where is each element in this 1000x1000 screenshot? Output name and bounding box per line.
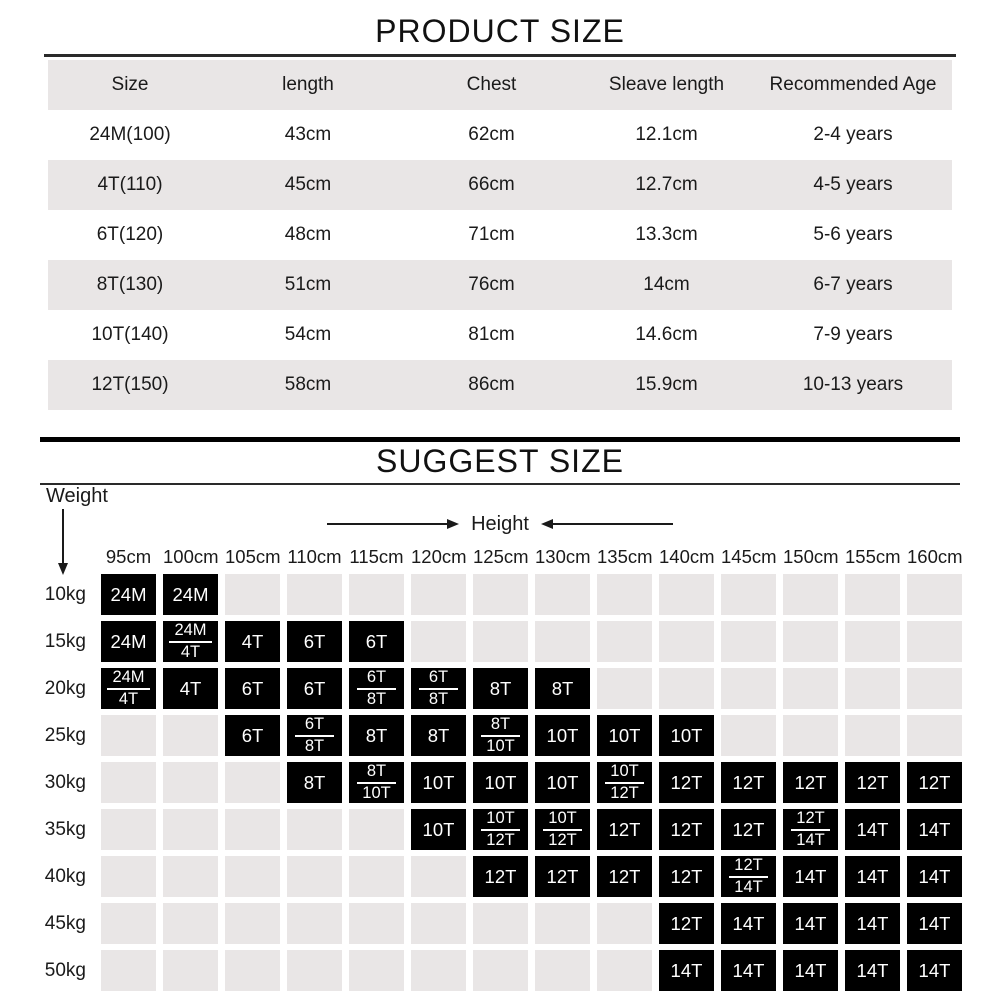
empty-cell <box>411 574 466 615</box>
table-cell: 12.7cm <box>579 160 754 210</box>
size-cell: 8T <box>535 668 590 709</box>
suggest-size-section <box>0 437 1000 991</box>
size-cell: 12T <box>597 856 652 897</box>
size-cell: 12T <box>721 809 776 850</box>
empty-cell <box>783 621 838 662</box>
empty-cell <box>597 621 652 662</box>
size-cell: 14T <box>845 903 900 944</box>
empty-cell <box>535 903 590 944</box>
size-cell: 24M <box>101 574 156 615</box>
size-cell: 4T <box>163 668 218 709</box>
table-cell: 12T(150) <box>48 360 212 410</box>
table-cell: 14cm <box>579 260 754 310</box>
size-cell <box>783 809 838 850</box>
empty-cell <box>473 950 528 991</box>
empty-cell <box>163 950 218 991</box>
empty-cell <box>163 903 218 944</box>
size-cell-bottom-value: 10T <box>486 737 515 755</box>
table-row <box>48 360 952 410</box>
size-cell: 14T <box>907 856 962 897</box>
size-cell: 12T <box>721 762 776 803</box>
table-row <box>48 210 952 260</box>
table-cell: 71cm <box>468 224 515 245</box>
empty-cell <box>163 856 218 897</box>
table-cell: 10T(140) <box>91 324 169 345</box>
size-cell <box>349 762 404 803</box>
product-size-section <box>0 0 1000 410</box>
size-cell: 12T <box>659 903 714 944</box>
height-column-header: 120cm <box>411 546 467 567</box>
empty-cell <box>783 668 838 709</box>
empty-cell <box>225 809 280 850</box>
size-cell-top-value: 12T <box>729 857 768 878</box>
empty-cell <box>163 715 218 756</box>
empty-cell <box>535 950 590 991</box>
empty-cell <box>225 903 280 944</box>
empty-cell <box>287 950 342 991</box>
empty-cell <box>411 903 466 944</box>
size-cell: 12T <box>597 809 652 850</box>
size-cell-top-value: 6T <box>357 669 396 690</box>
empty-cell <box>349 856 404 897</box>
empty-cell <box>287 574 342 615</box>
size-cell: 14T <box>907 809 962 850</box>
product-size-title: PRODUCT SIZE <box>375 13 625 49</box>
empty-cell <box>473 621 528 662</box>
table-cell: 4-5 years <box>754 160 952 210</box>
height-column-header: 110cm <box>287 546 342 567</box>
empty-cell <box>225 762 280 803</box>
empty-cell <box>535 574 590 615</box>
size-cell: 12T <box>783 762 838 803</box>
table-cell: 4T(110) <box>48 160 212 210</box>
size-cell: 10T <box>659 715 714 756</box>
size-cell: 10T <box>597 715 652 756</box>
size-cell: 12T <box>473 856 528 897</box>
size-cell-top-value: 10T <box>543 810 582 831</box>
table-row <box>48 110 952 160</box>
size-cell: 14T <box>783 856 838 897</box>
table-cell: 12.1cm <box>635 124 698 145</box>
table-cell: 13.3cm <box>635 224 698 245</box>
size-cell: 14T <box>659 950 714 991</box>
empty-cell <box>411 856 466 897</box>
size-cell-bottom-value: 8T <box>304 737 325 755</box>
weight-row-label: 25kg <box>44 725 86 746</box>
size-cell: 8T <box>287 762 342 803</box>
height-column-header: 135cm <box>597 546 653 567</box>
suggest-size-grid <box>44 544 1000 991</box>
size-cell <box>349 668 404 709</box>
size-cell: 14T <box>721 950 776 991</box>
weight-row-label: 50kg <box>44 960 86 981</box>
size-cell-bottom-value: 4T <box>118 690 139 708</box>
table-cell: 14.6cm <box>635 324 698 345</box>
size-cell: 14T <box>845 809 900 850</box>
size-cell: 8T <box>349 715 404 756</box>
size-cell: 10T <box>535 715 590 756</box>
height-axis <box>0 512 1000 536</box>
height-column-header: 150cm <box>783 546 839 567</box>
size-cell-top-value: 6T <box>295 716 334 737</box>
table-row <box>48 310 952 360</box>
size-cell: 14T <box>783 950 838 991</box>
size-cell: 10T <box>411 762 466 803</box>
table-cell: 76cm <box>404 260 579 310</box>
table-cell: 58cm <box>212 360 404 410</box>
height-column-header: 145cm <box>721 546 777 567</box>
size-cell: 14T <box>783 903 838 944</box>
table-row <box>48 260 952 310</box>
height-column-header: 155cm <box>845 546 901 567</box>
size-cell: 24M <box>163 574 218 615</box>
empty-cell <box>349 903 404 944</box>
size-cell-top-value: 8T <box>357 763 396 784</box>
weight-row-label: 30kg <box>44 772 86 793</box>
size-cell: 14T <box>845 856 900 897</box>
size-cell <box>473 715 528 756</box>
size-cell-top-value: 24M <box>107 669 149 690</box>
product-size-table <box>48 60 952 410</box>
height-axis-label: Height <box>471 512 529 535</box>
table-cell: 48cm <box>284 224 332 245</box>
size-cell: 6T <box>225 668 280 709</box>
arrow-right-icon <box>327 517 459 531</box>
size-cell: 24M <box>101 621 156 662</box>
size-cell <box>535 809 590 850</box>
empty-cell <box>225 856 280 897</box>
size-cell-bottom-value: 4T <box>180 643 201 661</box>
size-cell-bottom-value: 8T <box>428 690 449 708</box>
weight-axis-label: Weight <box>46 485 108 507</box>
empty-cell <box>225 574 280 615</box>
height-column-header: 140cm <box>659 546 715 567</box>
table-cell: 5-6 years <box>813 224 893 245</box>
empty-cell <box>845 668 900 709</box>
empty-cell <box>225 950 280 991</box>
size-cell: 6T <box>287 621 342 662</box>
empty-cell <box>659 574 714 615</box>
weight-row-label: 20kg <box>44 678 86 699</box>
size-cell: 14T <box>907 950 962 991</box>
table-cell: 86cm <box>404 360 579 410</box>
size-cell: 14T <box>845 950 900 991</box>
empty-cell <box>101 856 156 897</box>
height-column-header: 115cm <box>349 546 404 567</box>
table-cell: 10-13 years <box>754 360 952 410</box>
size-cell <box>163 621 218 662</box>
weight-row-label: 40kg <box>44 866 86 887</box>
table-cell: 6T(120) <box>96 224 164 245</box>
size-cell-bottom-value: 14T <box>734 878 763 896</box>
weight-row-label: 15kg <box>44 631 86 652</box>
size-cell <box>287 715 342 756</box>
empty-cell <box>783 574 838 615</box>
table-cell: 45cm <box>212 160 404 210</box>
size-cell-top-value: 10T <box>481 810 520 831</box>
height-column-header: 100cm <box>163 546 219 567</box>
empty-cell <box>597 950 652 991</box>
size-cell: 12T <box>535 856 590 897</box>
size-cell: 6T <box>349 621 404 662</box>
table-cell: 81cm <box>468 324 515 345</box>
size-cell: 10T <box>535 762 590 803</box>
size-cell-top-value: 10T <box>605 763 644 784</box>
size-cell-bottom-value: 12T <box>486 831 515 849</box>
table-cell: 15.9cm <box>579 360 754 410</box>
column-header: Size <box>48 60 212 110</box>
height-column-header: 95cm <box>105 546 152 567</box>
empty-cell <box>907 574 962 615</box>
size-cell: 6T <box>225 715 280 756</box>
size-cell-bottom-value: 14T <box>796 831 825 849</box>
size-cell: 12T <box>659 809 714 850</box>
empty-cell <box>101 809 156 850</box>
size-cell-top-value: 24M <box>169 622 211 643</box>
height-column-header: 125cm <box>473 546 529 567</box>
size-cell-bottom-value: 12T <box>610 784 639 802</box>
column-header: length <box>212 60 404 110</box>
table-cell: 54cm <box>284 324 332 345</box>
size-cell-bottom-value: 12T <box>548 831 577 849</box>
column-header: Recommended Age <box>754 60 952 110</box>
empty-cell <box>349 809 404 850</box>
empty-cell <box>349 574 404 615</box>
height-column-header: 160cm <box>907 546 963 567</box>
suggest-size-title: SUGGEST SIZE <box>376 443 624 479</box>
size-cell <box>473 809 528 850</box>
empty-cell <box>287 903 342 944</box>
table-cell: 43cm <box>284 124 332 145</box>
size-cell-bottom-value: 8T <box>366 690 387 708</box>
empty-cell <box>721 621 776 662</box>
empty-cell <box>907 621 962 662</box>
size-cell <box>721 856 776 897</box>
empty-cell <box>473 574 528 615</box>
table-cell: 2-4 years <box>813 124 893 145</box>
size-cell: 10T <box>473 762 528 803</box>
empty-cell <box>473 903 528 944</box>
empty-cell <box>411 621 466 662</box>
size-cell: 12T <box>659 856 714 897</box>
size-cell: 8T <box>411 715 466 756</box>
weight-row-label: 10kg <box>44 584 86 605</box>
size-cell-bottom-value: 10T <box>362 784 391 802</box>
size-cell-top-value: 8T <box>481 716 520 737</box>
size-cell: 6T <box>287 668 342 709</box>
table-cell: 8T(130) <box>48 260 212 310</box>
section-divider-thin <box>40 483 960 485</box>
table-row <box>48 160 952 210</box>
size-cell <box>411 668 466 709</box>
size-cell: 12T <box>907 762 962 803</box>
size-cell: 8T <box>473 668 528 709</box>
empty-cell <box>349 950 404 991</box>
weight-row-label: 35kg <box>44 819 86 840</box>
empty-cell <box>287 809 342 850</box>
empty-cell <box>101 903 156 944</box>
empty-cell <box>287 856 342 897</box>
height-column-header: 130cm <box>535 546 591 567</box>
empty-cell <box>163 809 218 850</box>
empty-cell <box>597 903 652 944</box>
empty-cell <box>659 621 714 662</box>
empty-cell <box>721 574 776 615</box>
height-column-header: 105cm <box>225 546 281 567</box>
empty-cell <box>597 668 652 709</box>
size-cell <box>101 668 156 709</box>
empty-cell <box>659 668 714 709</box>
empty-cell <box>845 715 900 756</box>
column-header: Chest <box>404 60 579 110</box>
empty-cell <box>411 950 466 991</box>
size-cell: 10T <box>411 809 466 850</box>
table-cell: 7-9 years <box>813 324 893 345</box>
size-cell: 14T <box>721 903 776 944</box>
empty-cell <box>597 574 652 615</box>
empty-cell <box>535 621 590 662</box>
weight-row-label: 45kg <box>44 913 86 934</box>
size-cell: 4T <box>225 621 280 662</box>
empty-cell <box>845 574 900 615</box>
size-cell-top-value: 6T <box>419 669 458 690</box>
arrow-left-icon <box>541 517 673 531</box>
empty-cell <box>907 715 962 756</box>
empty-cell <box>783 715 838 756</box>
table-cell: 62cm <box>468 124 515 145</box>
size-cell: 12T <box>845 762 900 803</box>
empty-cell <box>101 950 156 991</box>
column-header: Sleave length <box>579 60 754 110</box>
empty-cell <box>721 668 776 709</box>
empty-cell <box>845 621 900 662</box>
title-divider <box>44 54 956 57</box>
section-divider-thick <box>40 437 960 442</box>
empty-cell <box>101 762 156 803</box>
table-cell: 24M(100) <box>89 124 171 145</box>
size-cell: 12T <box>659 762 714 803</box>
empty-cell <box>163 762 218 803</box>
arrow-down-icon <box>56 509 70 575</box>
table-cell: 51cm <box>212 260 404 310</box>
table-header-row <box>48 60 952 110</box>
table-cell: 66cm <box>404 160 579 210</box>
empty-cell <box>907 668 962 709</box>
table-cell: 6-7 years <box>754 260 952 310</box>
empty-cell <box>721 715 776 756</box>
size-cell-top-value: 12T <box>791 810 830 831</box>
size-cell: 14T <box>907 903 962 944</box>
size-cell <box>597 762 652 803</box>
empty-cell <box>101 715 156 756</box>
